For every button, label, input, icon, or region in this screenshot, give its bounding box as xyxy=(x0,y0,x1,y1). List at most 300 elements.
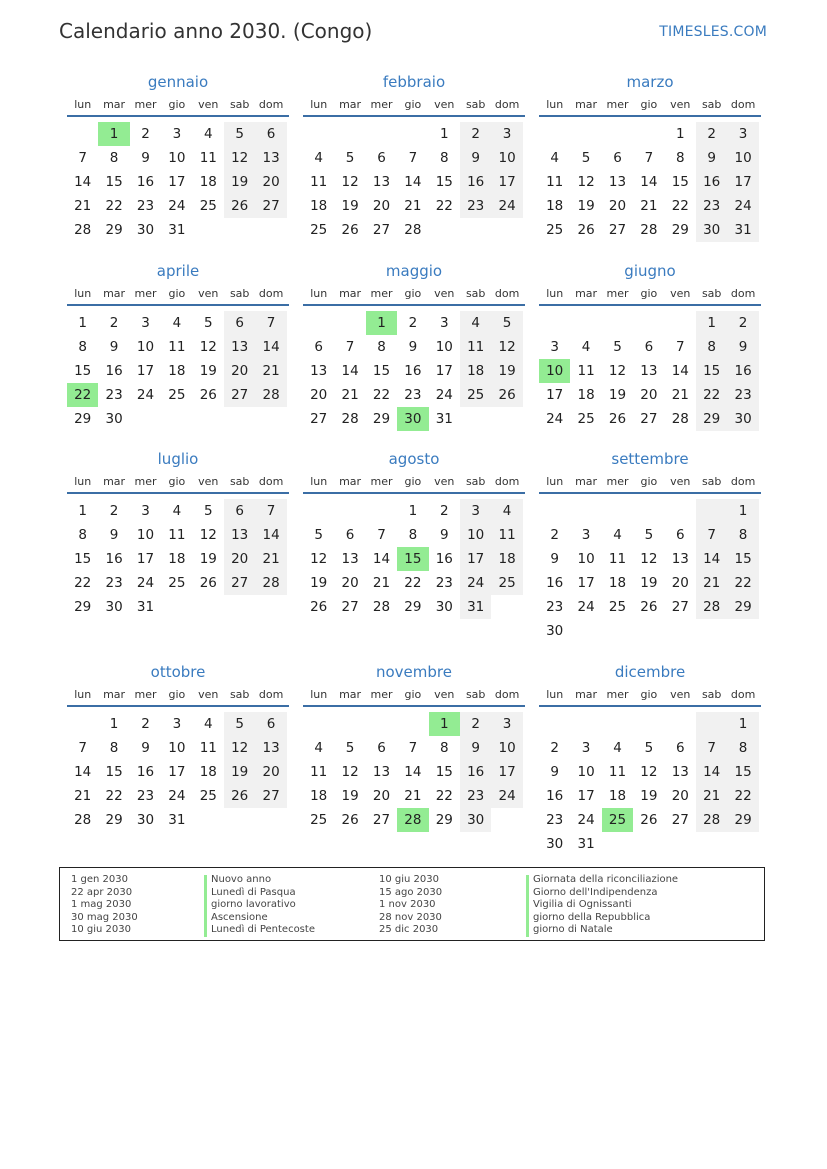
day-cell: 1 xyxy=(707,315,716,331)
day-cell: 20 xyxy=(608,198,627,214)
day-cell: 2 xyxy=(109,503,119,519)
day-cell: 3 xyxy=(502,716,512,732)
weekday-header: mer xyxy=(370,688,393,701)
day-cell: 9 xyxy=(109,527,119,543)
day-cell: 4 xyxy=(550,150,559,166)
day-cell: 21 xyxy=(404,198,422,214)
legend-marker xyxy=(204,875,207,937)
day-cell: 4 xyxy=(613,527,622,543)
legend-names-left xyxy=(211,874,315,937)
day-cell: 17 xyxy=(136,363,155,379)
day-cell: 13 xyxy=(671,551,689,567)
month-name: ottobre xyxy=(150,663,206,681)
day-cell: 13 xyxy=(372,764,391,780)
day-cell: 2 xyxy=(109,315,119,331)
day-cell: 1 xyxy=(78,315,87,331)
legend-holiday-name: Lunedì di Pasqua xyxy=(211,886,296,898)
day-cell: 9 xyxy=(738,339,748,355)
day-cell: 25 xyxy=(168,575,186,591)
day-cell: 24 xyxy=(734,198,752,214)
legend-holiday-name: giorno di Natale xyxy=(533,924,613,935)
holiday-day-cell: 30 xyxy=(397,407,428,431)
day-cell: 6 xyxy=(613,150,622,166)
day-cell: 15 xyxy=(105,764,123,780)
month-name: settembre xyxy=(611,450,689,468)
weekday-header: dom xyxy=(258,98,284,111)
day-cell: 11 xyxy=(199,740,217,756)
day-cell: 6 xyxy=(266,126,276,142)
day-cell: 9 xyxy=(707,150,716,166)
weekday-header: dom xyxy=(258,688,284,701)
day-cell: 21 xyxy=(74,788,92,804)
day-cell: 14 xyxy=(262,527,280,543)
day-cell: 18 xyxy=(168,551,186,567)
weekday-header: mer xyxy=(134,287,157,300)
weekday-header: gio xyxy=(404,688,422,701)
day-cell: 11 xyxy=(546,174,564,190)
day-cell: 14 xyxy=(74,174,92,190)
day-cell: 21 xyxy=(671,387,689,403)
day-cell: 20 xyxy=(231,363,249,379)
day-cell: 30 xyxy=(703,222,721,238)
day-cell: 4 xyxy=(172,315,182,331)
day-cell: 12 xyxy=(231,740,249,756)
header-rule xyxy=(67,492,289,494)
weekday-header: lun xyxy=(74,287,92,300)
day-cell: 21 xyxy=(74,198,92,214)
day-cell: 21 xyxy=(341,387,359,403)
day-cell: 22 xyxy=(105,198,123,214)
header-rule xyxy=(303,115,525,117)
day-cell: 31 xyxy=(577,836,595,852)
day-cell: 14 xyxy=(341,363,359,379)
legend-holiday-name: giorno lavorativo xyxy=(211,899,296,910)
weekday-header: sab xyxy=(229,98,250,111)
legend-holiday-name: Vigilia di Ognissanti xyxy=(533,899,632,910)
day-cell: 2 xyxy=(471,126,480,142)
day-cell: 23 xyxy=(136,198,155,214)
day-cell: 22 xyxy=(372,387,391,403)
day-cell: 17 xyxy=(168,764,186,780)
day-cell: 9 xyxy=(408,339,418,355)
day-cell: 1 xyxy=(738,716,748,732)
day-cell: 14 xyxy=(372,551,391,567)
day-cell: 18 xyxy=(498,551,516,567)
day-cell: 18 xyxy=(310,788,328,804)
header-rule xyxy=(67,705,289,707)
weekday-header: mer xyxy=(134,98,157,111)
day-cell: 24 xyxy=(498,198,516,214)
header-rule xyxy=(539,492,761,494)
weekday-header: ven xyxy=(434,98,455,111)
day-cell: 27 xyxy=(372,812,391,828)
day-cell: 24 xyxy=(136,575,155,591)
day-cell: 13 xyxy=(608,174,627,190)
weekday-header: sab xyxy=(701,475,722,488)
day-cell: 17 xyxy=(546,387,564,403)
day-cell: 26 xyxy=(341,222,359,238)
weekday-header: ven xyxy=(670,287,691,300)
day-cell: 14 xyxy=(74,764,92,780)
weekday-header: sab xyxy=(701,287,722,300)
day-cell: 6 xyxy=(675,740,685,756)
day-cell: 1 xyxy=(738,503,748,519)
site-link[interactable]: TIMESLES.COM xyxy=(659,24,767,40)
weekday-header: gio xyxy=(404,287,422,300)
day-cell: 31 xyxy=(435,411,453,427)
day-cell: 12 xyxy=(341,174,359,190)
day-cell: 23 xyxy=(467,788,485,804)
day-cell: 3 xyxy=(550,339,559,355)
day-cell: 29 xyxy=(74,599,92,615)
day-cell: 9 xyxy=(471,150,480,166)
weekday-header: mar xyxy=(103,475,126,488)
day-cell: 25 xyxy=(310,812,328,828)
day-cell: 13 xyxy=(341,551,359,567)
day-cell: 19 xyxy=(231,764,249,780)
day-cell: 1 xyxy=(109,716,119,732)
day-cell: 11 xyxy=(310,174,328,190)
day-cell: 3 xyxy=(141,503,150,519)
day-cell: 19 xyxy=(231,174,249,190)
weekday-header: sab xyxy=(465,688,486,701)
day-cell: 24 xyxy=(577,599,595,615)
day-cell: 5 xyxy=(581,150,591,166)
day-cell: 27 xyxy=(262,198,280,214)
day-cell: 28 xyxy=(372,599,391,615)
day-cell: 15 xyxy=(372,363,391,379)
legend-date: 30 mag 2030 xyxy=(71,911,138,923)
day-cell: 4 xyxy=(314,150,323,166)
weekday-header: ven xyxy=(434,475,455,488)
day-cell: 28 xyxy=(341,411,359,427)
day-cell: 27 xyxy=(640,411,658,427)
legend-dates-left xyxy=(71,874,138,937)
day-cell: 5 xyxy=(203,315,213,331)
day-cell: 19 xyxy=(640,575,658,591)
day-cell: 22 xyxy=(734,575,752,591)
holiday-day-cell: 28 xyxy=(397,808,428,832)
weekday-header: mar xyxy=(339,475,362,488)
day-cell: 14 xyxy=(703,764,721,780)
day-cell: 16 xyxy=(136,764,155,780)
day-cell: 18 xyxy=(608,788,627,804)
weekday-header: sab xyxy=(229,688,250,701)
day-cell: 22 xyxy=(435,198,453,214)
day-cell: 3 xyxy=(439,315,449,331)
month-name: agosto xyxy=(388,450,440,468)
day-cell: 8 xyxy=(738,740,748,756)
day-cell: 19 xyxy=(310,575,328,591)
day-cell: 17 xyxy=(498,764,516,780)
day-cell: 15 xyxy=(671,174,689,190)
weekday-header: ven xyxy=(198,287,219,300)
day-cell: 28 xyxy=(74,812,92,828)
weekend-shade xyxy=(696,712,727,736)
day-cell: 29 xyxy=(74,411,92,427)
day-cell: 5 xyxy=(203,503,213,519)
day-cell: 15 xyxy=(74,551,92,567)
day-cell: 13 xyxy=(671,764,689,780)
day-cell: 16 xyxy=(435,551,453,567)
day-cell: 31 xyxy=(168,812,186,828)
day-cell: 8 xyxy=(377,339,386,355)
day-cell: 5 xyxy=(314,527,323,543)
day-cell: 1 xyxy=(78,503,87,519)
day-cell: 30 xyxy=(467,812,485,828)
day-cell: 15 xyxy=(105,174,123,190)
day-cell: 15 xyxy=(435,764,453,780)
day-cell: 11 xyxy=(467,339,485,355)
holiday-legend xyxy=(59,867,765,941)
day-cell: 6 xyxy=(345,527,355,543)
day-cell: 9 xyxy=(109,339,119,355)
day-cell: 23 xyxy=(467,198,485,214)
holiday-day-cell: 22 xyxy=(67,383,98,407)
day-cell: 27 xyxy=(671,599,689,615)
weekday-header: dom xyxy=(494,98,520,111)
weekday-header: mar xyxy=(103,688,126,701)
month-name: febbraio xyxy=(382,73,446,91)
day-cell: 2 xyxy=(738,315,748,331)
weekday-header: mar xyxy=(103,287,126,300)
day-cell: 28 xyxy=(262,387,280,403)
weekday-header: mer xyxy=(134,688,157,701)
weekday-header: mar xyxy=(575,287,598,300)
day-cell: 28 xyxy=(671,411,689,427)
day-cell: 5 xyxy=(502,315,512,331)
day-cell: 7 xyxy=(266,315,276,331)
day-cell: 29 xyxy=(105,812,123,828)
day-cell: 28 xyxy=(262,575,280,591)
day-cell: 10 xyxy=(577,551,595,567)
header-rule xyxy=(539,115,761,117)
day-cell: 4 xyxy=(581,339,591,355)
weekday-header: ven xyxy=(670,475,691,488)
day-cell: 20 xyxy=(262,764,280,780)
day-cell: 26 xyxy=(608,411,627,427)
day-cell: 27 xyxy=(341,599,359,615)
day-cell: 15 xyxy=(734,764,752,780)
day-cell: 20 xyxy=(671,575,689,591)
day-cell: 10 xyxy=(467,527,485,543)
weekday-header: lun xyxy=(74,98,92,111)
day-cell: 16 xyxy=(734,363,752,379)
day-cell: 8 xyxy=(109,150,119,166)
weekday-header: lun xyxy=(546,688,564,701)
weekday-header: gio xyxy=(640,475,658,488)
month-name: giugno xyxy=(624,262,676,280)
weekday-header: dom xyxy=(730,688,756,701)
weekday-header: gio xyxy=(640,688,658,701)
day-cell: 30 xyxy=(734,411,752,427)
day-cell: 20 xyxy=(341,575,359,591)
day-cell: 17 xyxy=(136,551,155,567)
day-cell: 25 xyxy=(199,198,217,214)
legend-holiday-name: Giornata della riconciliazione xyxy=(533,874,679,885)
legend-holiday-name: giorno della Repubblica xyxy=(533,911,651,923)
day-cell: 6 xyxy=(377,740,386,756)
day-cell: 12 xyxy=(341,764,359,780)
weekday-header: sab xyxy=(701,688,722,701)
header-rule xyxy=(303,492,525,494)
day-cell: 16 xyxy=(136,174,155,190)
day-cell: 20 xyxy=(262,174,280,190)
day-cell: 9 xyxy=(141,740,150,756)
day-cell: 7 xyxy=(408,150,418,166)
day-cell: 23 xyxy=(703,198,721,214)
legend-holiday-name: Lunedì di Pentecoste xyxy=(211,924,315,935)
day-cell: 10 xyxy=(136,339,155,355)
weekend-shade xyxy=(696,499,727,523)
weekday-header: mer xyxy=(370,475,393,488)
day-cell: 3 xyxy=(502,126,512,142)
day-cell: 27 xyxy=(372,222,391,238)
day-cell: 18 xyxy=(168,363,186,379)
day-cell: 12 xyxy=(498,339,516,355)
day-cell: 13 xyxy=(372,174,391,190)
day-cell: 7 xyxy=(707,527,716,543)
day-cell: 26 xyxy=(640,599,658,615)
day-cell: 14 xyxy=(671,363,689,379)
day-cell: 22 xyxy=(74,575,92,591)
day-cell: 6 xyxy=(644,339,654,355)
weekday-header: lun xyxy=(546,287,564,300)
header-rule xyxy=(67,115,289,117)
day-cell: 12 xyxy=(310,551,328,567)
day-cell: 25 xyxy=(199,788,217,804)
day-cell: 29 xyxy=(734,812,752,828)
weekday-header: gio xyxy=(640,287,658,300)
legend-date: 10 giu 2030 xyxy=(379,874,439,885)
weekday-header: sab xyxy=(465,287,486,300)
day-cell: 9 xyxy=(141,150,150,166)
header-rule xyxy=(303,304,525,306)
weekday-header: mer xyxy=(370,287,393,300)
day-cell: 18 xyxy=(199,174,217,190)
page-title: Calendario anno 2030. (Congo) xyxy=(59,19,373,43)
weekday-header: lun xyxy=(74,688,92,701)
weekday-header: mar xyxy=(339,287,362,300)
day-cell: 15 xyxy=(74,363,92,379)
day-cell: 9 xyxy=(550,551,559,567)
month-name: aprile xyxy=(156,262,200,280)
day-cell: 12 xyxy=(640,764,658,780)
day-cell: 24 xyxy=(168,198,186,214)
day-cell: 25 xyxy=(608,599,627,615)
day-cell: 7 xyxy=(707,740,716,756)
day-cell: 13 xyxy=(262,740,280,756)
weekday-header: dom xyxy=(494,688,520,701)
month-name: maggio xyxy=(385,262,443,280)
month-name: luglio xyxy=(157,450,199,468)
holiday-day-cell: 10 xyxy=(539,359,570,383)
day-cell: 29 xyxy=(372,411,391,427)
day-cell: 20 xyxy=(310,387,328,403)
month-name: dicembre xyxy=(614,663,686,681)
day-cell: 5 xyxy=(345,150,355,166)
weekday-header: sab xyxy=(229,475,250,488)
day-cell: 4 xyxy=(314,740,323,756)
day-cell: 7 xyxy=(675,339,685,355)
day-cell: 24 xyxy=(435,387,453,403)
day-cell: 24 xyxy=(467,575,485,591)
weekday-header: sab xyxy=(701,98,722,111)
day-cell: 3 xyxy=(172,716,182,732)
day-cell: 27 xyxy=(231,575,249,591)
day-cell: 7 xyxy=(408,740,418,756)
day-cell: 9 xyxy=(471,740,480,756)
weekday-header: gio xyxy=(168,688,186,701)
legend-date: 10 giu 2030 xyxy=(71,924,131,935)
day-cell: 29 xyxy=(435,812,453,828)
day-cell: 24 xyxy=(498,788,516,804)
day-cell: 31 xyxy=(168,222,186,238)
weekday-header: dom xyxy=(494,287,520,300)
day-cell: 17 xyxy=(577,575,595,591)
day-cell: 25 xyxy=(577,411,595,427)
day-cell: 30 xyxy=(546,836,564,852)
day-cell: 14 xyxy=(404,174,422,190)
weekday-header: gio xyxy=(404,475,422,488)
header-rule xyxy=(67,304,289,306)
day-cell: 27 xyxy=(608,222,627,238)
weekday-header: lun xyxy=(310,475,328,488)
day-cell: 3 xyxy=(141,315,150,331)
day-cell: 11 xyxy=(310,764,328,780)
day-cell: 13 xyxy=(231,339,249,355)
day-cell: 26 xyxy=(341,812,359,828)
weekday-header: ven xyxy=(670,98,691,111)
day-cell: 24 xyxy=(546,411,564,427)
day-cell: 11 xyxy=(608,764,627,780)
weekday-header: sab xyxy=(465,98,486,111)
weekday-header: ven xyxy=(670,688,691,701)
day-cell: 18 xyxy=(577,387,595,403)
day-cell: 16 xyxy=(404,363,422,379)
header-rule xyxy=(303,705,525,707)
weekday-header: ven xyxy=(198,475,219,488)
day-cell: 4 xyxy=(172,503,182,519)
day-cell: 19 xyxy=(341,198,359,214)
day-cell: 21 xyxy=(404,788,422,804)
holiday-day-cell: 1 xyxy=(366,311,397,335)
holiday-day-cell: 1 xyxy=(98,122,129,146)
day-cell: 7 xyxy=(266,503,276,519)
day-cell: 2 xyxy=(141,126,150,142)
day-cell: 5 xyxy=(345,740,355,756)
day-cell: 25 xyxy=(498,575,516,591)
day-cell: 21 xyxy=(703,575,721,591)
day-cell: 6 xyxy=(235,503,244,519)
day-cell: 24 xyxy=(168,788,186,804)
day-cell: 16 xyxy=(467,764,485,780)
day-cell: 25 xyxy=(546,222,564,238)
day-cell: 26 xyxy=(310,599,328,615)
weekday-header: gio xyxy=(404,98,422,111)
month-name: marzo xyxy=(626,73,674,91)
day-cell: 11 xyxy=(577,363,595,379)
day-cell: 4 xyxy=(203,716,213,732)
day-cell: 13 xyxy=(231,527,249,543)
day-cell: 31 xyxy=(136,599,155,615)
day-cell: 19 xyxy=(608,387,627,403)
day-cell: 7 xyxy=(644,150,654,166)
day-cell: 22 xyxy=(105,788,123,804)
day-cell: 22 xyxy=(404,575,422,591)
legend-marker xyxy=(526,875,529,937)
day-cell: 20 xyxy=(372,198,391,214)
